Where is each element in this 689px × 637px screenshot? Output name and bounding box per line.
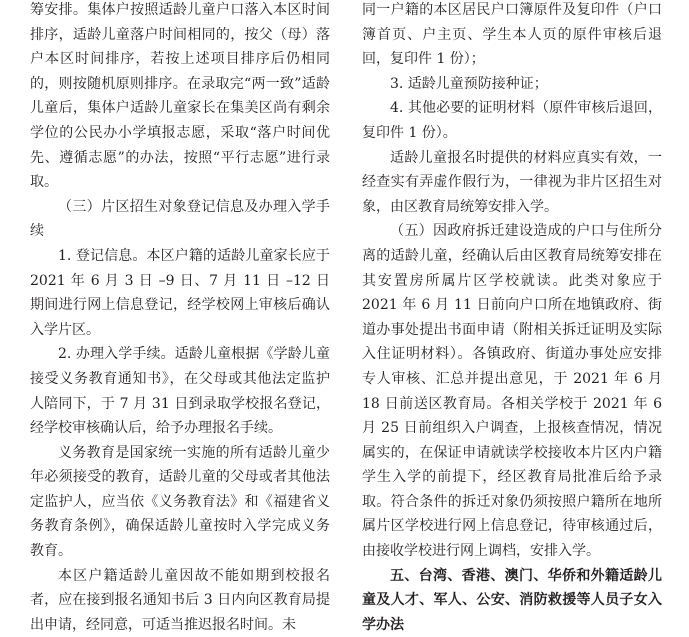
paragraph-authentic-materials: 适龄儿童报名时提供的材料应真实有效，一经查实有弄虚作假行为，一律视为非片区招生对象，由区教育局统筹安排入学。 <box>362 149 662 215</box>
right-column <box>362 0 662 637</box>
paragraph-household-register-docs: 同一户籍的本区居民户口簿原件及复印件（户口簿首页、户主页、学生本人页的原件审核后退回，复印件 1 份）； <box>362 2 662 68</box>
paragraph-demolition-relocation: （五）因政府拆迁建设造成的户口与住所分离的适龄儿童，经确认后由区教育局统筹安排在其安置房所属片区学校就读。此类对象应于 2021 年 6 月 11 日前向户口所在地镇政府、街道办事处提出书面申请（附相关拆迁证明及实际入住证明材料）。各镇政府、街道办事处应安排专人审核、汇总并提出意见，于 2021 年 6 月 18 日前送区教育局。各相关学校于 2021 年 6 月 25 日前组织入户调查，上报核查情况，情况属实的，在保证申请就读学校接收本片区内户籍学生入学的前提下，经区教育局批准后给予录取。符合条件的拆迁对象仍须按照户籍所在地所属片区学校进行网上信息登记，待审核通过后，由接收学校进行网上调档，安排入学。 <box>362 223 662 560</box>
paragraph-compulsory-education: 义务教育是国家统一实施的所有适龄儿童少年必须接受的教育，适龄儿童的父母或者其他法定监护人，应当依《义务教育法》和《福建省义务教育条例》，确保适龄儿童按时入学完成义务教育。 <box>30 444 330 560</box>
list-item-other-docs: 4. 其他必要的证明材料（原件审核后退回，复印件 1 份）。 <box>362 100 662 141</box>
paragraph-collective-household: 筹安排。集体户按照适龄儿童户口落入本区时间排序，适龄儿童落户时间相同的，按父（母）落户本区时间排序，若按上述项目排序后仍相同的，则按随机原则排序。在录取完“两一致”适龄儿童后，集体户适龄儿童家长在集美区尚有剩余学位的公民办小学填报志愿，采取“落户时间优先、遵循志愿”的办法，按照“平行志愿”进行录取。 <box>30 2 330 191</box>
list-item-vaccination: 3. 适龄儿童预防接种证； <box>390 75 548 92</box>
section-heading-special-groups: 五、台湾、香港、澳门、华侨和外籍适龄儿童及人才、军人、公安、消防救援等人员子女入学办法 <box>362 567 662 633</box>
section-heading-registration: （三）片区招生对象登记信息及办理入学手续 <box>30 198 330 240</box>
paragraph-enrollment-procedure: 2. 办理入学手续。适龄儿童根据《学龄儿童接受义务教育通知书》，在父母或其他法定监护人陪同下，于 7 月 31 日到录取学校报名登记，经学校审核确认后，给予办理报名手续。 <box>30 346 330 437</box>
paragraph-delayed-registration: 本区户籍适龄儿童因故不能如期到校报名者，应在接到报名通知书后 3 日内向区教育局提出申请，经同意，可适当推迟报名时间。未 <box>30 567 330 633</box>
paragraph-register-info: 1. 登记信息。本区户籍的适龄儿童家长应于 2021 年 6 月 3 日 –9 日、7 月 11 日 –12 日期间进行网上信息登记，经学校网上审核后确认入学片区。 <box>30 247 330 338</box>
left-column <box>30 0 330 637</box>
